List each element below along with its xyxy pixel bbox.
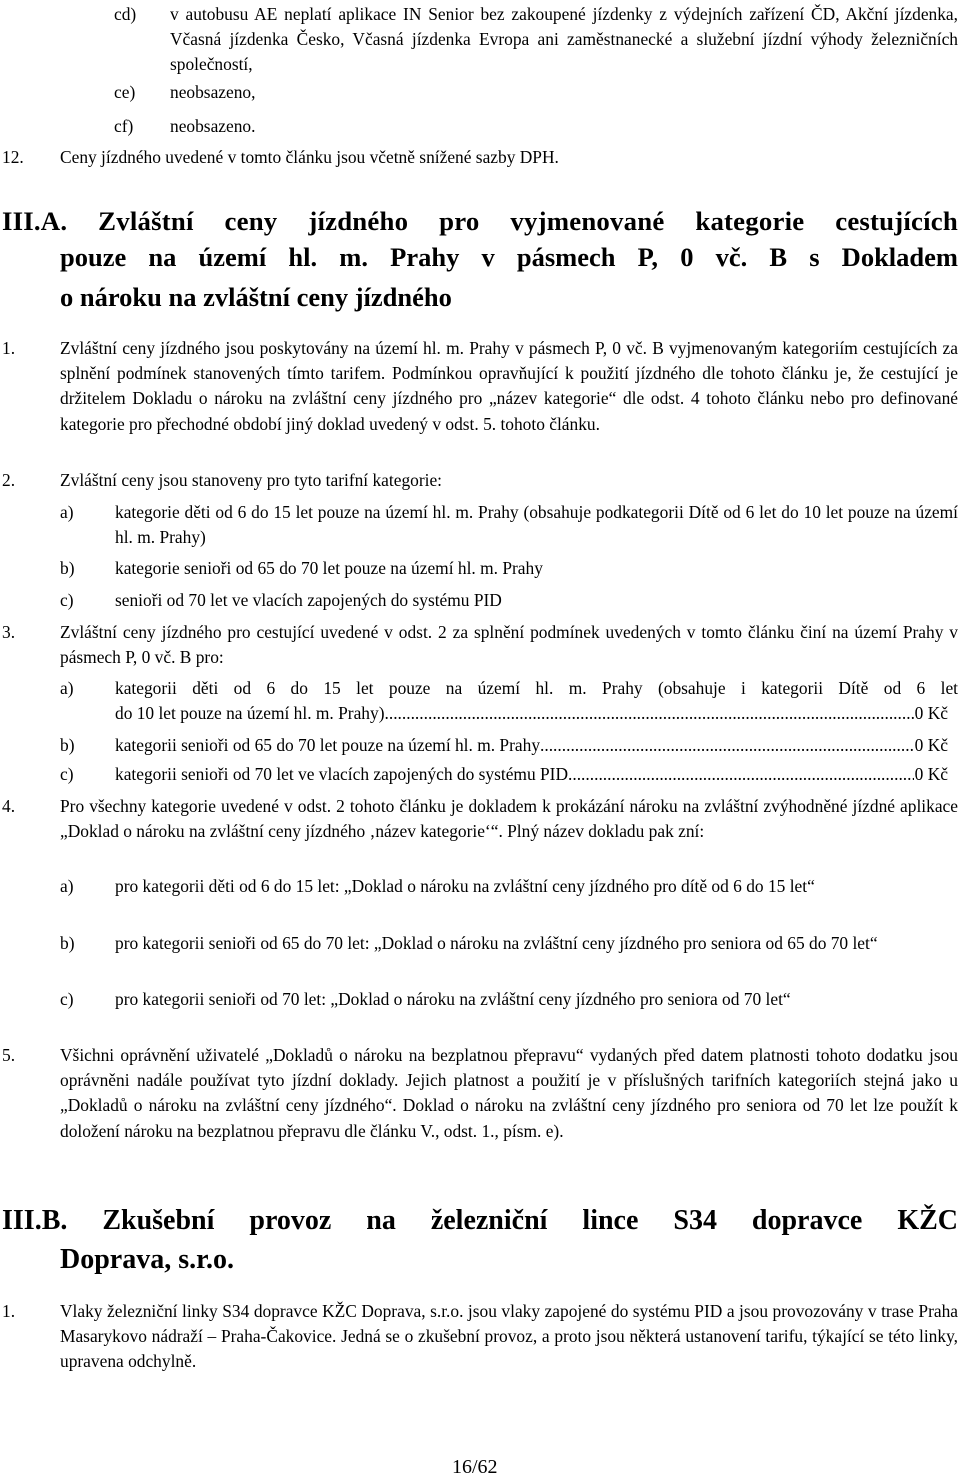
list-marker-4c: c) xyxy=(60,989,74,1009)
page-number: 16/62 xyxy=(452,1456,498,1478)
paragraph-number-2: 2. xyxy=(2,470,16,490)
list-marker-2b: b) xyxy=(60,558,75,578)
paragraph-2: Zvláštní ceny jsou stanoveny pro tyto tarifní kategorie: xyxy=(60,470,443,490)
price-value: 0 Kč xyxy=(914,735,948,755)
section-heading-b-line1: III.B. Zkušební provoz na železniční lince S34 dopravce KŽC xyxy=(2,1205,958,1236)
list-item-2b: kategorie senioři od 65 do 70 let pouze na území hl. m. Prahy xyxy=(115,558,543,578)
price-row-3b xyxy=(115,733,948,758)
paragraph-5: Všichni oprávnění uživatelé „Dokladů o nároku na bezplatnou přepravu“ vydaných před datem platnosti tohoto dodatku jsou oprávněni nadále používat tyto jízdní doklady. Jejich platnost a použití je v příslušných tarifních kategoriích stejná jako u „Dokladů o nároku na zvláštní ceny jízdného“. Doklad o nároku na zvláštní ceny jízdného pro seniora od 70 let lze použít k doložení nároku na bezplatnou přepravu dle článku V., odst. 1., písm. e). xyxy=(60,1045,958,1141)
list-item-3a-line1: kategorii děti od 6 do 15 let pouze na území hl. m. Prahy (obsahuje i kategorii Dítě od 6 let xyxy=(115,678,958,698)
paragraph-3: Zvláštní ceny jízdného pro cestující uvedené v odst. 2 za splnění podmínek uvedených v tomto článku činí na území Prahy v pásmech P, 0 vč. B pro: xyxy=(60,622,958,668)
price-value: 0 Kč xyxy=(914,764,948,784)
list-marker-3c: c) xyxy=(60,764,74,784)
list-marker-3b: b) xyxy=(60,735,75,755)
list-marker-4a: a) xyxy=(60,876,74,896)
paragraph-1: Zvláštní ceny jízdného jsou poskytovány na území hl. m. Prahy v pásmech P, 0 vč. B vyjmenovaným kategoriím cestujících za splnění podmínek stanovených tímto tarifem. Podmínkou opravňující k použití jízdného dle tohoto článku je, že cestující je držitelem Dokladu o nároku na zvláštní ceny jízdného pro „název kategorie“ dle odst. 4 tohoto článku nebo pro definované kategorie pro přechodné období jiný doklad uvedený v odst. 5. tohoto článku. xyxy=(60,338,958,434)
paragraph-number-12: 12. xyxy=(2,147,24,167)
paragraph-b1: Vlaky železniční linky S34 dopravce KŽC Doprava, s.r.o. jsou vlaky zapojené do systému PID a jsou provozovány v trase Praha Masarykovo nádraží – Praha-Čakovice. Jedná se o zkušební provoz, a proto jsou některá ustanovení tarifu, týkající se této linky, upravena odchylně. xyxy=(60,1301,958,1372)
price-value: 0 Kč xyxy=(914,703,948,723)
paragraph-number-3: 3. xyxy=(2,622,16,642)
dot-leader xyxy=(385,701,914,726)
list-item-4b: pro kategorii senioři od 65 do 70 let: „Doklad o nároku na zvláštní ceny jízdného pro seniora od 65 do 70 let“ xyxy=(115,933,878,953)
section-heading-b-line2: Doprava, s.r.o. xyxy=(60,1244,234,1275)
list-marker-cd: cd) xyxy=(114,4,137,24)
list-marker-2c: c) xyxy=(60,590,74,610)
section-heading-a-line2: pouze na území hl. m. Prahy v pásmech P, 0 vč. B s Dokladem xyxy=(60,242,958,272)
list-item-3b: kategorii senioři od 65 do 70 let pouze na území hl. m. Prahy xyxy=(115,735,541,755)
list-marker-4b: b) xyxy=(60,933,75,953)
paragraph-12: Ceny jízdného uvedené v tomto článku jsou včetně snížené sazby DPH. xyxy=(60,147,559,167)
price-row-3c xyxy=(115,762,948,787)
list-marker-ce: ce) xyxy=(114,82,136,102)
paragraph-number-b1: 1. xyxy=(2,1301,16,1321)
list-item-2a: kategorie děti od 6 do 15 let pouze na území hl. m. Prahy (obsahuje podkategorii Dítě od 6 let do 10 let pouze na území hl. m. Prahy) xyxy=(115,502,958,548)
paragraph-number-5: 5. xyxy=(2,1045,16,1065)
list-item-cd: v autobusu AE neplatí aplikace IN Senior bez zakoupené jízdenky z výdejních zařízení ČD, Akční jízdenka, Včasná jízdenka Česko, Včasná jízdenka Evropa ani zaměstnanecké a služební jízdní výhody železničních společností, xyxy=(170,4,958,75)
list-marker-2a: a) xyxy=(60,502,74,522)
list-item-2c: senioři od 70 let ve vlacích zapojených do systému PID xyxy=(115,590,502,610)
section-heading-a-line3: o nároku na zvláštní ceny jízdného xyxy=(60,282,452,312)
paragraph-number-4: 4. xyxy=(2,796,16,816)
list-item-3c: kategorii senioři od 70 let ve vlacích zapojených do systému PID xyxy=(115,764,569,784)
section-heading-a-line1: III.A. Zvláštní ceny jízdného pro vyjmenované kategorie cestujících xyxy=(2,206,958,236)
paragraph-4: Pro všechny kategorie uvedené v odst. 2 tohoto článku je dokladem k prokázání nároku na zvláštní zvýhodněné jízdné aplikace „Doklad o nároku na zvláštní ceny jízdného ‚název kategorie‘“. Plný název dokladu pak zní: xyxy=(60,796,958,842)
list-marker-3a: a) xyxy=(60,678,74,698)
list-item-4c: pro kategorii senioři od 70 let: „Doklad o nároku na zvláštní ceny jízdného pro seniora od 70 let“ xyxy=(115,989,791,1009)
list-item-3a-line2: do 10 let pouze na území hl. m. Prahy) xyxy=(115,703,385,723)
paragraph-number-1: 1. xyxy=(2,338,16,358)
price-row-3a xyxy=(115,701,948,726)
dot-leader xyxy=(540,733,914,758)
list-marker-cf: cf) xyxy=(114,116,134,136)
list-item-cf: neobsazeno. xyxy=(170,116,256,136)
dot-leader xyxy=(568,762,914,787)
list-item-4a: pro kategorii děti od 6 do 15 let: „Doklad o nároku na zvláštní ceny jízdného pro dítě od 6 do 15 let“ xyxy=(115,876,815,896)
list-item-ce: neobsazeno, xyxy=(170,82,256,102)
